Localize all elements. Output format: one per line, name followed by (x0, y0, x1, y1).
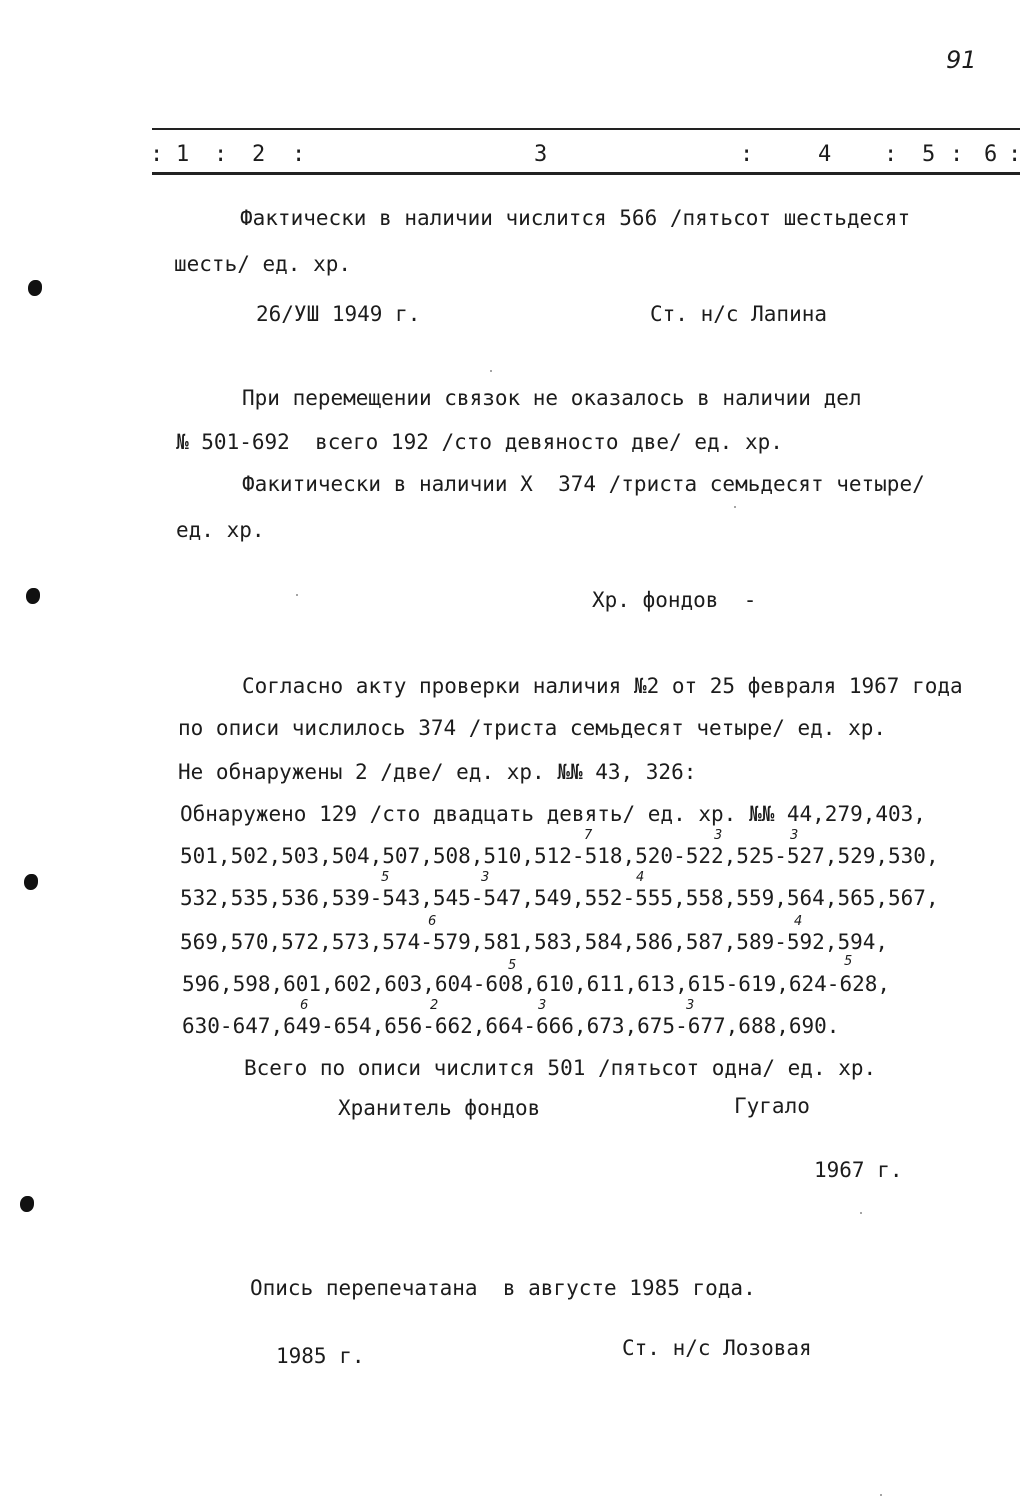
handwritten-count: 7 (584, 828, 593, 843)
scan-speck (860, 1212, 862, 1214)
handwritten-count: 2 (430, 998, 439, 1013)
punch-hole-mark (24, 874, 38, 890)
handwritten-count: 6 (428, 914, 437, 929)
handwritten-count: 5 (508, 958, 517, 973)
handwritten-count: 6 (300, 998, 309, 1013)
handwritten-count: 3 (714, 828, 723, 843)
column-separator: : (950, 142, 964, 167)
text-line: ед. хр. (176, 518, 265, 542)
column-number-5: 5 (922, 142, 936, 167)
column-number-1: 1 (176, 142, 190, 167)
scan-speck (734, 506, 736, 508)
column-number-2: 2 (252, 142, 266, 167)
number-list-line: 501,502,503,504,507,508,510,512-518,520-522,525-527,529,530, (180, 844, 939, 868)
handwritten-count: 5 (381, 870, 390, 885)
page-number: 91 (946, 46, 977, 74)
text-line: Фактически в наличии числится 566 /пятьсот шестьдесят (240, 206, 911, 230)
handwritten-count: 4 (636, 870, 645, 885)
date-line: 1985 г. (276, 1344, 365, 1368)
punch-hole-mark (26, 588, 40, 604)
signature-title: Хранитель фондов (338, 1096, 541, 1120)
date-line: 1967 г. (814, 1158, 903, 1182)
column-number-4: 4 (818, 142, 832, 167)
column-separator: : (214, 142, 228, 167)
number-list-line: 569,570,572,573,574-579,581,583,584,586,587,589-592,594, (180, 930, 889, 954)
handwritten-count: 3 (538, 998, 547, 1013)
handwritten-count: 3 (790, 828, 799, 843)
number-list-line: 630-647,649-654,656-662,664-666,673,675-677,688,690. (182, 1014, 840, 1038)
signature-line: Ст. н/с Лапина (650, 302, 828, 326)
text-line: Факитически в наличии Х 374 /триста семьдесят четыре/ (242, 472, 925, 496)
signature-line: Хр. фондов - (592, 588, 757, 612)
handwritten-count: 4 (794, 914, 803, 929)
header-bottom-rule (152, 172, 1020, 175)
number-list-line: 532,535,536,539-543,545-547,549,552-555,558,559,564,565,567, (180, 886, 939, 910)
text-line: Опись перепечатана в августе 1985 года. (250, 1276, 756, 1300)
column-separator: : (884, 142, 898, 167)
scan-speck (296, 594, 298, 596)
signature-line: Ст. н/с Лозовая (622, 1336, 812, 1360)
handwritten-count: 3 (686, 998, 695, 1013)
column-separator: : (150, 142, 164, 167)
text-line: по описи числилось 374 /триста семьдесят четыре/ ед. хр. (178, 716, 887, 740)
text-line: Не обнаружены 2 /две/ ед. хр. №№ 43, 326: (178, 760, 697, 784)
punch-hole-mark (28, 280, 42, 296)
header-top-rule (152, 128, 1020, 130)
column-separator: : (292, 142, 306, 167)
text-line: При перемещении связок не оказалось в наличии дел (242, 386, 862, 410)
column-separator: : (740, 142, 754, 167)
text-line: Всего по описи числится 501 /пятьсот одна/ ед. хр. (244, 1056, 877, 1080)
text-line: Обнаружено 129 /сто двадцать девять/ ед. хр. №№ 44,279,403, (180, 802, 926, 826)
number-list-line: 596,598,601,602,603,604-608,610,611,613,615-619,624-628, (182, 972, 891, 996)
scan-speck (880, 1494, 882, 1496)
date-line: 26/УШ 1949 г. (256, 302, 421, 326)
handwritten-count: 5 (844, 954, 853, 969)
signature-name: Гугало (734, 1094, 810, 1118)
column-number-6: 6 (984, 142, 998, 167)
scan-speck (490, 370, 492, 372)
text-line: № 501-692 всего 192 /сто девяносто две/ ед. хр. (176, 430, 783, 454)
text-line: шесть/ ед. хр. (174, 252, 352, 276)
handwritten-count: 3 (481, 870, 490, 885)
text-line: Согласно акту проверки наличия №2 от 25 февраля 1967 года (242, 674, 963, 698)
column-number-3: 3 (534, 142, 548, 167)
column-separator: : (1008, 142, 1022, 167)
punch-hole-mark (20, 1196, 34, 1212)
